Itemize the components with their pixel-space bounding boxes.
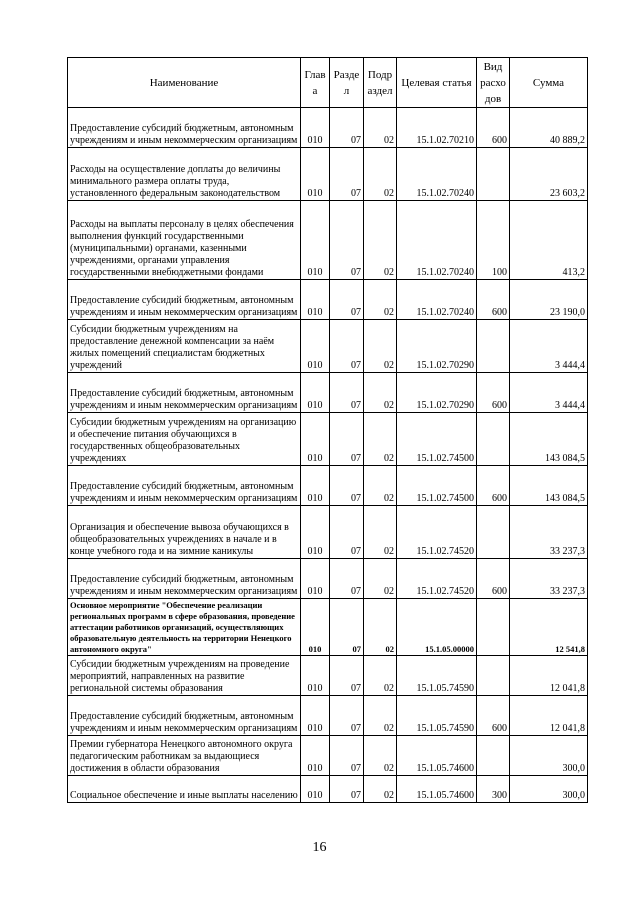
row-chapter: 010 [301, 201, 330, 280]
page-number: 16 [312, 840, 327, 855]
row-expense-type: 600 [477, 108, 510, 148]
row-chapter: 010 [301, 599, 330, 656]
row-section: 07 [330, 599, 364, 656]
row-subsection: 02 [364, 201, 397, 280]
row-subsection: 02 [364, 413, 397, 466]
row-amount: 3 444,4 [510, 373, 588, 413]
header-expense-type: Вид расхо дов [477, 58, 510, 108]
table-row [68, 280, 588, 320]
row-section: 07 [330, 696, 364, 736]
row-amount: 12 041,8 [510, 696, 588, 736]
row-expense-type: 600 [477, 280, 510, 320]
row-amount: 3 444,4 [510, 320, 588, 373]
row-name: Предоставление субсидий бюджетным, автономным учреждениям и иным некоммерческим организациям [68, 108, 301, 148]
row-amount: 40 889,2 [510, 108, 588, 148]
row-expense-type [477, 736, 510, 776]
row-amount: 12 041,8 [510, 656, 588, 696]
row-expense-type [477, 413, 510, 466]
row-expense-type: 300 [477, 776, 510, 803]
row-name: Социальное обеспечение и иные выплаты населению [68, 776, 301, 803]
row-chapter: 010 [301, 506, 330, 559]
row-section: 07 [330, 466, 364, 506]
table-row [68, 696, 588, 736]
table-row [68, 736, 588, 776]
row-chapter: 010 [301, 280, 330, 320]
row-amount: 143 084,5 [510, 413, 588, 466]
row-name: Предоставление субсидий бюджетным, автономным учреждениям и иным некоммерческим организациям [68, 559, 301, 599]
row-section: 07 [330, 656, 364, 696]
row-target: 15.1.02.70290 [397, 320, 477, 373]
table-row [68, 320, 588, 373]
row-subsection: 02 [364, 320, 397, 373]
row-name: Субсидии бюджетным учреждениям на предоставление денежной компенсации за наём жилых помещений специалистам бюджетных учреждений [68, 320, 301, 373]
table-row [68, 413, 588, 466]
table-row [68, 148, 588, 201]
row-section: 07 [330, 373, 364, 413]
table-row [68, 373, 588, 413]
row-section: 07 [330, 148, 364, 201]
row-target: 15.1.02.74520 [397, 559, 477, 599]
header-target: Целевая статья [397, 58, 477, 108]
row-chapter: 010 [301, 656, 330, 696]
row-subsection: 02 [364, 108, 397, 148]
table-row [68, 466, 588, 506]
row-section: 07 [330, 280, 364, 320]
row-subsection: 02 [364, 599, 397, 656]
row-amount: 143 084,5 [510, 466, 588, 506]
row-expense-type: 100 [477, 201, 510, 280]
row-name: Организация и обеспечение вывоза обучающихся в общеобразовательных учреждениях в начале и в конце учебного года и на зимние каникулы [68, 506, 301, 559]
row-target: 15.1.02.74500 [397, 466, 477, 506]
row-target: 15.1.05.74590 [397, 696, 477, 736]
row-target: 15.1.02.74520 [397, 506, 477, 559]
row-chapter: 010 [301, 320, 330, 373]
row-name: Расходы на осуществление доплаты до величины минимального размера оплаты труда, установленного федеральным законодательством [68, 148, 301, 201]
row-amount: 33 237,3 [510, 506, 588, 559]
row-chapter: 010 [301, 413, 330, 466]
row-subsection: 02 [364, 148, 397, 201]
row-subsection: 02 [364, 696, 397, 736]
row-expense-type: 600 [477, 373, 510, 413]
row-expense-type [477, 320, 510, 373]
row-name: Премии губернатора Ненецкого автономного округа педагогическим работникам за выдающиеся достижения в области образования [68, 736, 301, 776]
row-target: 15.1.05.74600 [397, 776, 477, 803]
row-name: Предоставление субсидий бюджетным, автономным учреждениям и иным некоммерческим организациям [68, 373, 301, 413]
row-subsection: 02 [364, 776, 397, 803]
row-chapter: 010 [301, 148, 330, 201]
row-target: 15.1.02.74500 [397, 413, 477, 466]
row-name: Предоставление субсидий бюджетным, автономным учреждениям и иным некоммерческим организациям [68, 696, 301, 736]
row-amount: 23 190,0 [510, 280, 588, 320]
row-subsection: 02 [364, 373, 397, 413]
table-row [68, 656, 588, 696]
row-chapter: 010 [301, 736, 330, 776]
row-subsection: 02 [364, 506, 397, 559]
row-name: Расходы на выплаты персоналу в целях обеспечения выполнения функций государственными (муниципальными) органами, казенными учреждениями, органами управления государственными внебюджетными фондами [68, 201, 301, 280]
row-section: 07 [330, 736, 364, 776]
budget-table [67, 57, 588, 803]
row-name: Предоставление субсидий бюджетным, автономным учреждениям и иным некоммерческим организациям [68, 466, 301, 506]
row-subsection: 02 [364, 559, 397, 599]
row-amount: 33 237,3 [510, 559, 588, 599]
row-chapter: 010 [301, 559, 330, 599]
row-subsection: 02 [364, 656, 397, 696]
row-target: 15.1.05.00000 [397, 599, 477, 656]
row-section: 07 [330, 506, 364, 559]
row-chapter: 010 [301, 696, 330, 736]
row-name: Основное мероприятие "Обеспечение реализации региональных программ в сфере образования, проведение аттестации работников организаций, осуществляющих образовательную деятельность на территории Ненецкого автономного округа" [68, 599, 301, 656]
row-subsection: 02 [364, 736, 397, 776]
row-amount: 300,0 [510, 776, 588, 803]
row-name: Субсидии бюджетным учреждениям на проведение мероприятий, направленных на развитие региональной системы образования [68, 656, 301, 696]
header-subsection: Подр аздел [364, 58, 397, 108]
row-target: 15.1.02.70290 [397, 373, 477, 413]
row-subsection: 02 [364, 466, 397, 506]
row-section: 07 [330, 201, 364, 280]
row-section: 07 [330, 320, 364, 373]
table-row [68, 108, 588, 148]
row-expense-type: 600 [477, 559, 510, 599]
table-row [68, 506, 588, 559]
header-section: Разде л [330, 58, 364, 108]
row-chapter: 010 [301, 466, 330, 506]
row-target: 15.1.05.74600 [397, 736, 477, 776]
row-target: 15.1.02.70240 [397, 148, 477, 201]
table-row [68, 201, 588, 280]
row-name: Предоставление субсидий бюджетным, автономным учреждениям и иным некоммерческим организациям [68, 280, 301, 320]
row-expense-type [477, 148, 510, 201]
row-expense-type [477, 506, 510, 559]
row-section: 07 [330, 559, 364, 599]
row-amount: 12 541,8 [510, 599, 588, 656]
header-amount: Сумма [510, 58, 588, 108]
row-section: 07 [330, 776, 364, 803]
table-header-row [68, 58, 588, 108]
row-target: 15.1.02.70210 [397, 108, 477, 148]
header-name: Наименование [68, 58, 301, 108]
row-section: 07 [330, 413, 364, 466]
header-chapter: Глав а [301, 58, 330, 108]
row-subsection: 02 [364, 280, 397, 320]
row-chapter: 010 [301, 108, 330, 148]
row-expense-type: 600 [477, 696, 510, 736]
row-expense-type: 600 [477, 466, 510, 506]
table-body [68, 108, 588, 803]
row-amount: 413,2 [510, 201, 588, 280]
table-row [68, 599, 588, 656]
row-chapter: 010 [301, 776, 330, 803]
row-amount: 23 603,2 [510, 148, 588, 201]
row-target: 15.1.02.70240 [397, 280, 477, 320]
table-row [68, 559, 588, 599]
row-section: 07 [330, 108, 364, 148]
row-target: 15.1.05.74590 [397, 656, 477, 696]
row-name: Субсидии бюджетным учреждениям на организацию и обеспечение питания обучающихся в государственных общеобразовательных учреждениях [68, 413, 301, 466]
row-chapter: 010 [301, 373, 330, 413]
row-expense-type [477, 599, 510, 656]
row-expense-type [477, 656, 510, 696]
row-target: 15.1.02.70240 [397, 201, 477, 280]
row-amount: 300,0 [510, 736, 588, 776]
table-row [68, 776, 588, 803]
